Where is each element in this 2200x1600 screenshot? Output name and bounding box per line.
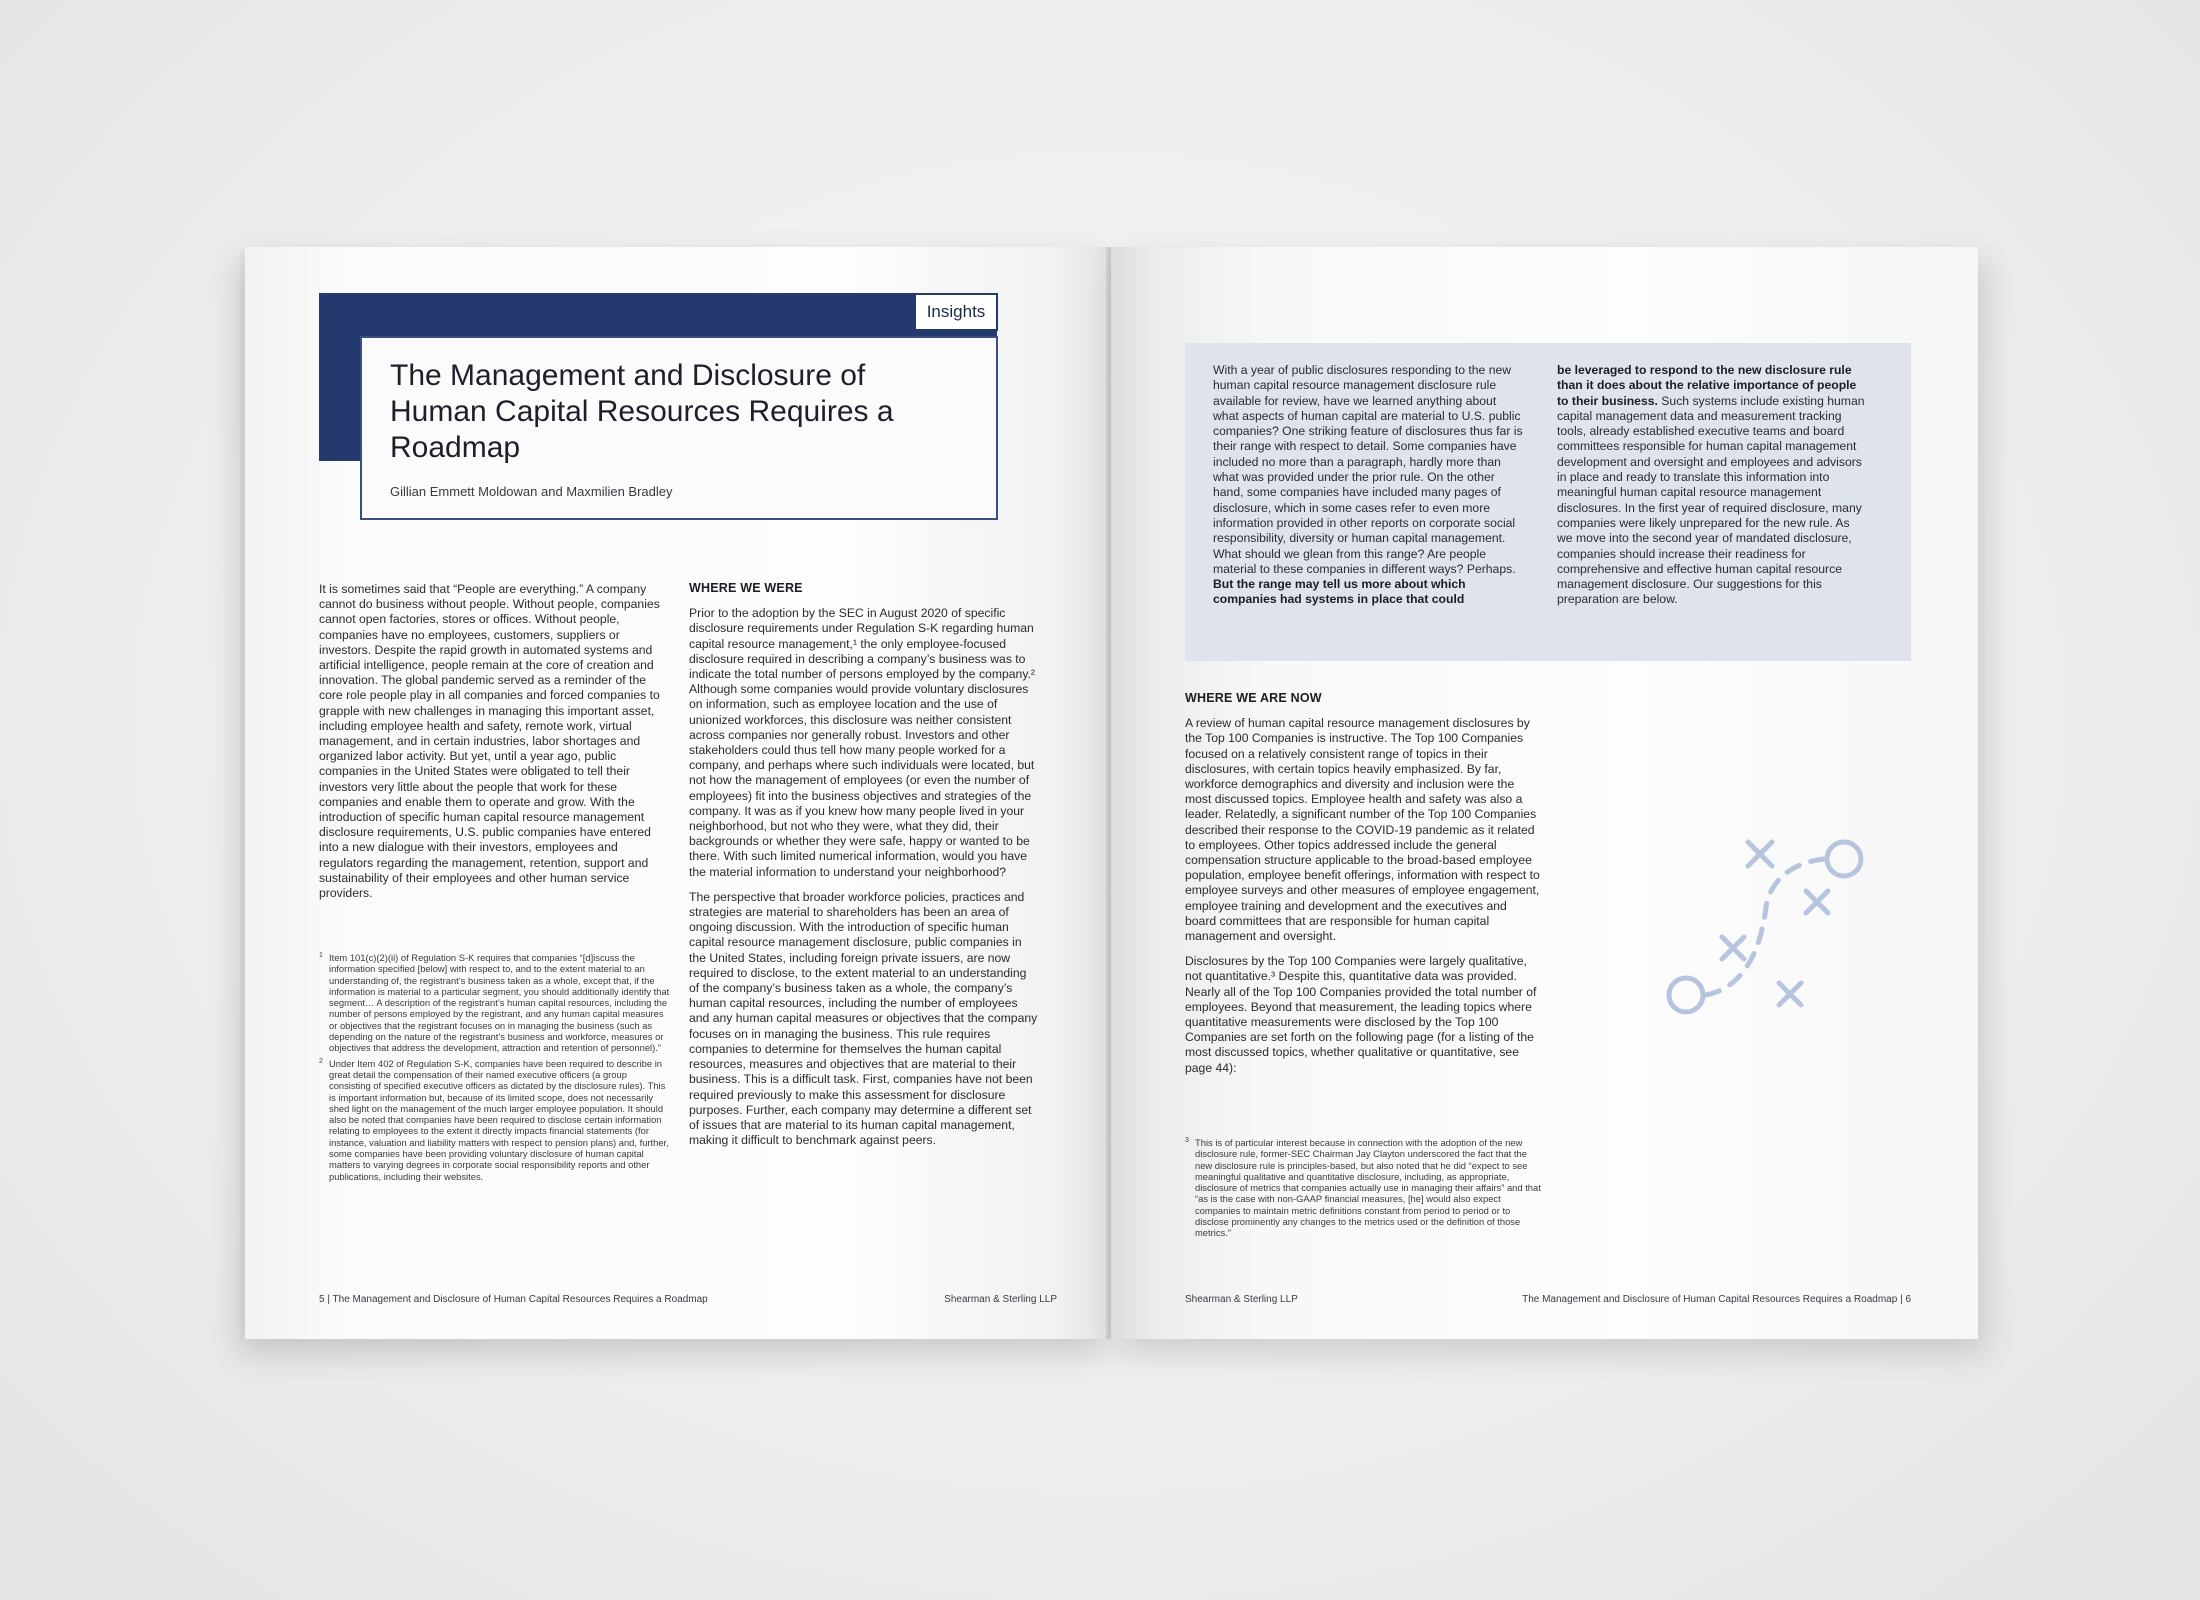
strategy-play-diagram-icon: [1656, 827, 1886, 1027]
right-footer-title: The Management and Disclosure of Human Capital Resources Requires a Roadmap | 6: [1522, 1294, 1911, 1305]
left-page: [245, 247, 1109, 1339]
left-footer-firm: Shearman & Sterling LLP: [944, 1294, 1057, 1305]
callout-box: [1185, 343, 1911, 661]
footnote-text: Item 101(c)(2)(ii) of Regulation S-K requires that companies “[d]iscuss the information specified [below] with respect to, and to the extent material to an understanding of, the registrant’s business taken as a whole, except that, if the information is material to a particular segment, you should additionally identify that segment… A description of the registrant’s human capital resources, including the number of persons employed by the registrant, and any human capital measures or objectives that the registrant focuses on in managing the business (such as depending on the nature of the registrant’s business and workforce, measures or objectives that address the development, attraction and retention of personnel).”: [329, 952, 670, 1054]
where-we-are-now-paragraph-2: Disclosures by the Top 100 Companies were largely qualitative, not quantitative.³ Despite this, quantitative data was provided. Nearly all of the Top 100 Companies provided the total number of employees. Beyond that measurement, the leading topics where quantitative measurements were disclosed by the Top 100 Companies are set forth on the following page (for a listing of the most discussed topics, whether qualitative or quantitative, see page 44):: [1185, 954, 1537, 1075]
play-circle-end-icon: [1827, 842, 1861, 876]
right-page: [1111, 247, 1978, 1339]
title-box: [360, 336, 998, 520]
x-mark-icon: [1779, 983, 1801, 1005]
callout-column-1: [1213, 363, 1523, 608]
right-footnotes: [1185, 1137, 1541, 1243]
callout-emphasis: be leveraged to respond to the new disclosure rule than it does about the relative importance of people to their business.: [1557, 363, 1857, 408]
callout-text: Such systems include existing human capital management data and measurement tracking tools, already established executive teams and board committees responsible for human capital management development and oversight and employees and advisors in place and ready to translate this information into meaningful human capital resource management disclosures. In the first year of required disclosure, many companies were likely unprepared for the new rule. As we move into the second year of mandated disclosure, companies should increase their readiness for comprehensive and effective human capital resource management disclosure. Our suggestions for this preparation are below.: [1557, 393, 1865, 607]
section-heading-where-we-are-now: WHERE WE ARE NOW: [1185, 691, 1322, 705]
callout-column-2: [1557, 363, 1867, 608]
x-mark-icon: [1748, 842, 1772, 866]
footnote-text: This is of particular interest because in connection with the adoption of the new disclosure rule, former-SEC Chairman Jay Clayton underscored the fact that the new disclosure rule is principles-based, but also noted that he did “expect to see meaningful qualitative and quantitative disclosure, including, as appropriate, disclosure of metrics that companies actually use in managing their affairs” and that “as is the case with non-GAAP financial measures, [he] would also expect companies to maintain metric definitions constant from period to period or to disclose prominently any changes to the metrics used or the definition of those metrics.”: [1195, 1137, 1541, 1239]
footnote-number: 1: [319, 952, 323, 959]
where-we-were-paragraph-1: Prior to the adoption by the SEC in August 2020 of specific disclosure requirements under Regulation S-K regarding human capital resource management,¹ the only employee-focused disclosure required in describing a company’s business was to indicate the total number of persons employed by the company.² Although some companies would provide voluntary disclosures on information, such as employee location and the use of unionized workforces, this disclosure was neither consistent across companies nor generally robust. Investors and other stakeholders could thus tell how many people worked for a company, and perhaps where such individuals were located, but not how the management of employees (or even the number of employees) fit into the business objectives and strategies of the company. It was as if you knew how many people lived in your neighborhood, but not who they were, what they did, their backgrounds or whether they were safe, happy or wanted to be there. With such limited numerical information, would you have the material information to understand your neighborhood?: [689, 606, 1035, 879]
play-circle-start-icon: [1669, 978, 1703, 1012]
intro-column: [319, 582, 671, 911]
where-we-were-column: [689, 581, 1039, 1158]
play-route-path: [1706, 859, 1824, 995]
footnote-number: 2: [319, 1057, 323, 1065]
left-footer-title: 5 | The Management and Disclosure of Human Capital Resources Requires a Roadmap: [319, 1294, 708, 1305]
section-heading-where-we-were: WHERE WE WERE: [689, 581, 803, 595]
left-footnotes: [319, 952, 671, 1186]
where-we-are-now-paragraph-1: A review of human capital resource management disclosures by the Top 100 Companies is instructive. The Top 100 Companies focused on a relatively consistent range of topics in their disclosures, with certain topics heavily emphasized. By far, workforce demographics and diversity and inclusion were the most discussed topics. Employee health and safety was also a leader. Relatedly, a significant number of the Top 100 Companies described their response to the COVID-19 pandemic as it related to employees. Other topics addressed include the general compensation structure applicable to the broad-based employee population, employee benefit offerings, information with respect to employee surveys and other measures of employee engagement, employee training and development and the executives and board committees that are responsible for human capital management and oversight.: [1185, 716, 1540, 944]
x-mark-icon: [1806, 891, 1828, 913]
where-we-are-now-column: [1185, 691, 1541, 1086]
article-authors: Gillian Emmett Moldowan and Maxmilien Bradley: [390, 484, 673, 499]
footnote-3: [1185, 1137, 1541, 1239]
footnote-text: Under Item 402 of Regulation S-K, companies have been required to describe in great detail the compensation of their named executive officers (a group consisting of specified executive officers as dictated by the disclosure rules). This is important information but, because of its limited scope, does not necessarily shed light on the management of the much larger employee population. It should also be noted that companies have been required to disclose certain information relating to employees to the extent it directly impacts financial statements (for instance, valuation and liability matters with respect to pension plans) and, further, some companies have been providing voluntary disclosure of human capital matters to varying degrees in corporate social responsibility reports and other publications, including their websites.: [329, 1057, 669, 1182]
article-title: The Management and Disclosure of Human Capital Resources Requires a Roadmap: [390, 359, 894, 464]
callout-emphasis: But the range may tell us more about which companies had systems in place that could: [1213, 577, 1466, 607]
footnote-2: [319, 1058, 671, 1182]
insights-tab: Insights: [914, 293, 998, 331]
intro-paragraph: It is sometimes said that “People are everything.” A company cannot do business without people. Without people, companies cannot open factories, stores or offices. Without people, companies have no employees, customers, suppliers or investors. Despite the rapid growth in automated systems and artificial intelligence, people remain at the core of creation and innovation. The global pandemic served as a reminder of the core role people play in all companies and forced companies to grapple with new challenges in managing this important asset, including employee health and safety, remote work, virtual management, and in certain industries, labor shortages and organized labor activity. But yet, until a year ago, public companies in the United States were obligated to tell their investors very little about the people that work for these companies and enable them to operate and grow. With the introduction of specific human capital resource management disclosure requirements, U.S. public companies have entered into a new dialogue with their investors, employees and regulators regarding the management, retention, support and sustainability of their employees and other human service providers.: [319, 582, 660, 901]
where-we-were-paragraph-2: The perspective that broader workforce policies, practices and strategies are material to shareholders has been an area of ongoing discussion. With the introduction of specific human capital resource management disclosure, public companies in the United States, including foreign private issuers, are now required to disclose, to the extent material to an understanding of the company’s business taken as a whole, the company’s human capital resources, including the number of employees and any human capital measures or objectives that the company focuses on in managing the business. This rule requires companies to determine for themselves the human capital resources, measures and objectives that are material to their business. This is a difficult task. First, companies have not been required previously to make this assessment for disclosure purposes. Further, each company may determine a different set of issues that are material to its human capital management, making it difficult to benchmark against peers.: [689, 889, 1038, 1148]
footnote-number: 3: [1185, 1137, 1189, 1144]
x-mark-icon: [1722, 937, 1744, 959]
footnote-1: [319, 952, 671, 1054]
right-footer-firm: Shearman & Sterling LLP: [1185, 1294, 1298, 1305]
callout-text: With a year of public disclosures responding to the new human capital resource management disclosure rule available for review, have we learned anything about what aspects of human capital are material to U.S. public companies? One striking feature of disclosures thus far is their range with respect to detail. Some companies have included no more than a paragraph, hardly more than what was provided under the prior rule. On the other hand, some companies have included many pages of disclosure, which in some cases refer to even more information provided in other reports on corporate social responsibility, diversity or human capital management. What should we glean from this range? Are people material to these companies in different ways? Perhaps.: [1213, 363, 1523, 576]
